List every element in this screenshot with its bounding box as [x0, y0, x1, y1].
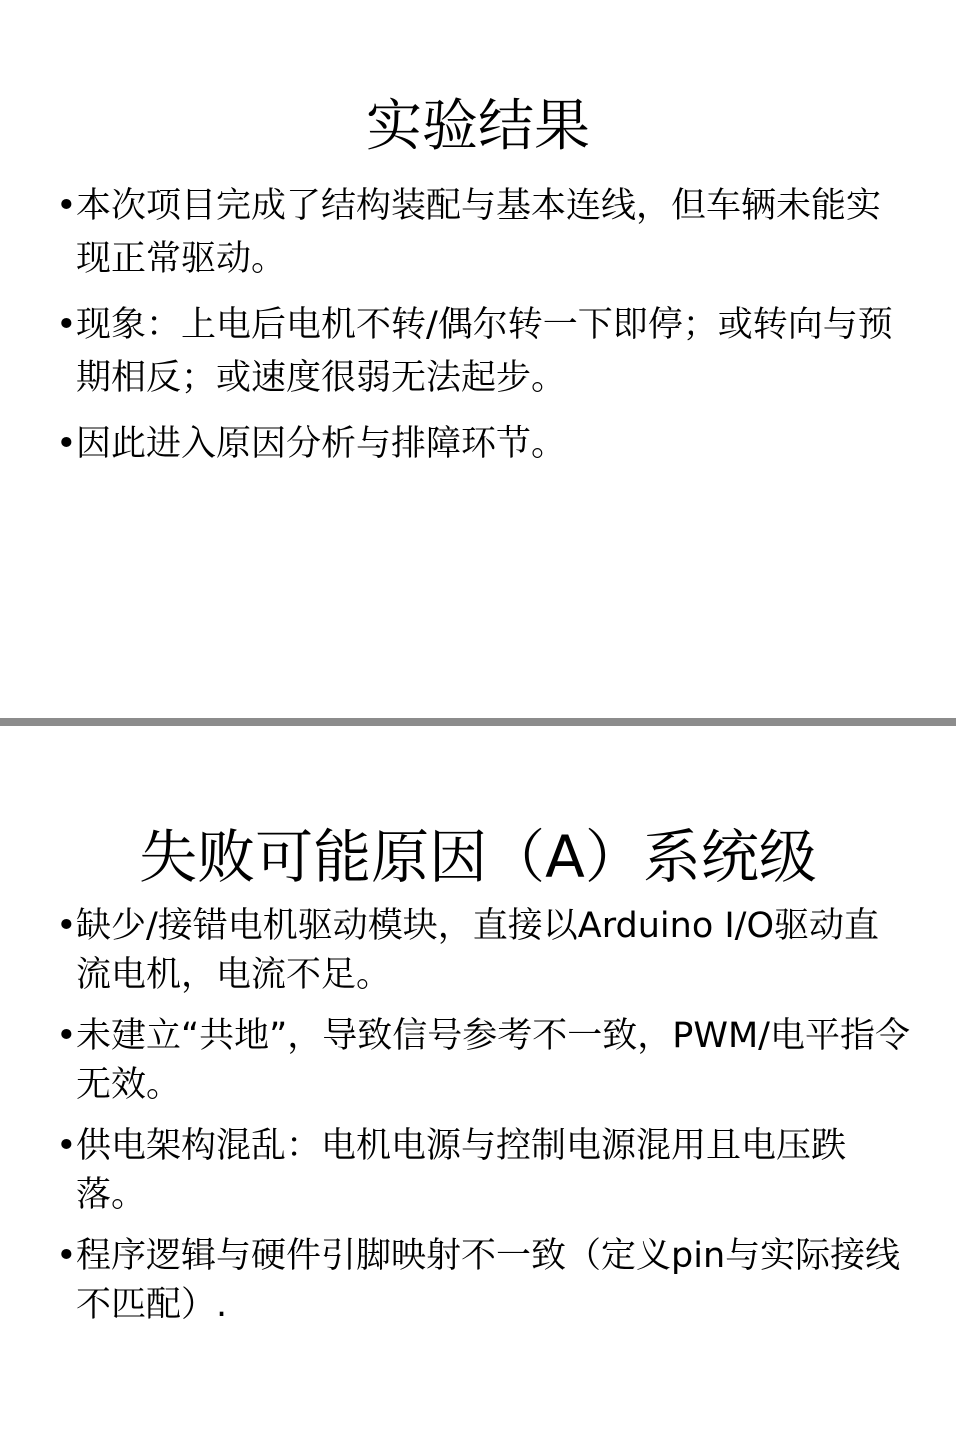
bullet-marker: • — [56, 1236, 77, 1276]
bullet-item — [52, 418, 912, 471]
bullet-marker: • — [56, 1126, 77, 1166]
bullet-item — [52, 1012, 912, 1110]
bullet-text: 程序逻辑与硬件引脚映射不一致（定义pin与实际接线不匹配）. — [76, 1236, 901, 1325]
bullet-marker: • — [56, 1016, 77, 1056]
bullet-item — [52, 1122, 912, 1220]
bullet-list — [52, 180, 912, 484]
bullet-text: 供电架构混乱：电机电源与控制电源混用且电压跌落。 — [76, 1126, 847, 1215]
bullet-list — [52, 902, 912, 1342]
bullet-marker: • — [56, 186, 77, 226]
slide-experiment-results — [0, 0, 956, 718]
slide-title: 失败可能原因（A）系统级 — [139, 822, 817, 891]
bullet-marker: • — [56, 305, 77, 345]
bullet-text: 现象：上电后电机不转/偶尔转一下即停；或转向与预期相反；或速度很弱无法起步。 — [76, 305, 893, 398]
bullet-item — [52, 1232, 912, 1330]
bullet-marker: • — [56, 424, 77, 464]
slide-title: 实验结果 — [366, 93, 590, 159]
bullet-marker: • — [56, 906, 77, 946]
bullet-item — [52, 299, 912, 405]
slide-failure-causes — [0, 726, 956, 1445]
bullet-item — [52, 902, 912, 1000]
bullet-text: 缺少/接错电机驱动模块，直接以Arduino I/O驱动直流电机，电流不足。 — [76, 906, 880, 995]
slide-divider — [0, 718, 956, 726]
bullet-text: 因此进入原因分析与排障环节。 — [76, 424, 567, 464]
bullet-text: 未建立“共地”，导致信号参考不一致，PWM/电平指令无效。 — [76, 1016, 910, 1105]
bullet-text: 本次项目完成了结构装配与基本连线，但车辆未能实现正常驱动。 — [76, 186, 882, 279]
bullet-item — [52, 180, 912, 286]
